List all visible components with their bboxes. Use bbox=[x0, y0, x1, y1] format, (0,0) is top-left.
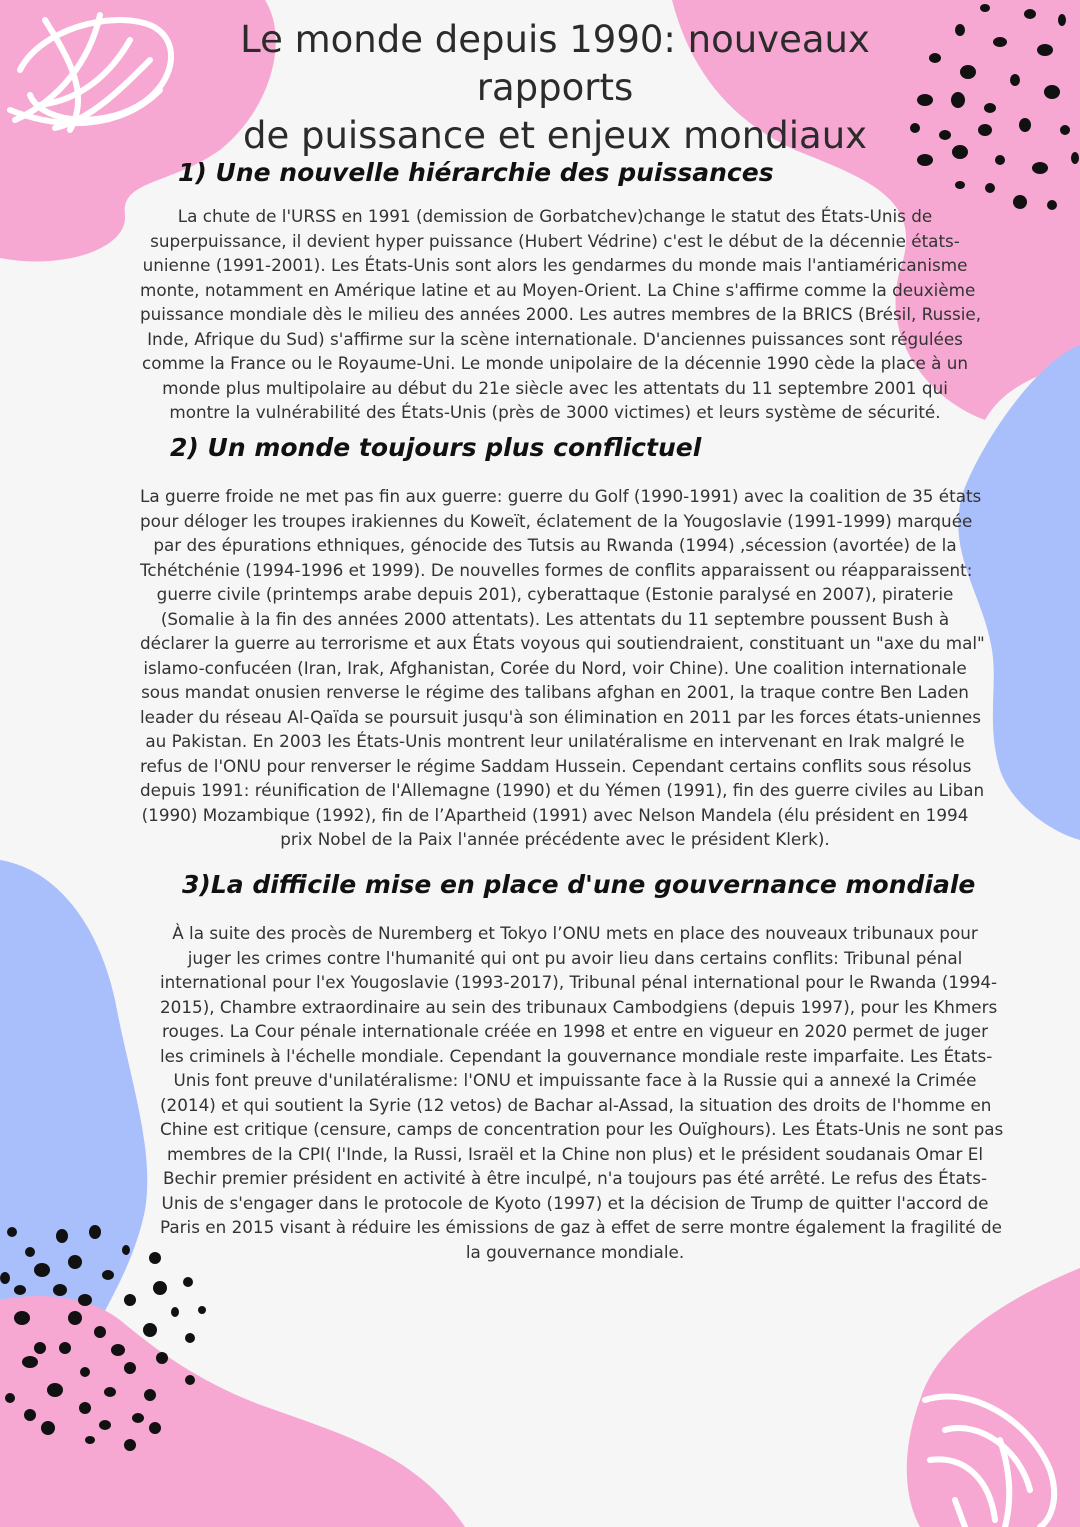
paragraph-line: superpuissance, il devient hyper puissance (Hubert Védrine) c'est le début de la décennie états- bbox=[150, 230, 960, 251]
paragraph-line: islamo-confucéen (Iran, Irak, Afghanistan, Corée du Nord, voir Chine). Une coalition internationale bbox=[143, 657, 967, 678]
paragraph-line: Paris en 2015 visant à réduire les émissions de gaz à effet de serre montre également la fragilité de bbox=[160, 1217, 1002, 1237]
page-title bbox=[190, 16, 920, 160]
paragraph-line: refus de l'ONU pour renverser le régime Saddam Hussein. Cependant certains conflits sous résolus bbox=[140, 755, 972, 776]
paragraph-line: comme la France ou le Royaume-Uni. Le monde unipolaire de la décennie 1990 cède la place à un bbox=[141, 353, 968, 373]
paragraph-line: membres de la CPI( l'Inde, la Russi, Israël et la Chine non plus) et le président soudanais Omar El bbox=[166, 1143, 984, 1164]
paragraph-line: Bechir premier président en activité à être inculpé, n'a toujours pas été arrêté. Le refus des États- bbox=[162, 1168, 988, 1188]
paragraph-line: sous mandat onusien renverse le régime des talibans afghan en 2001, la traque contre Ben Laden bbox=[141, 682, 969, 702]
paragraph-line: (Somalie à la fin des années 2000 attentats). Les attentats du 11 septembre poussent Bush à bbox=[160, 608, 950, 629]
section-2-heading: 2) Un monde toujours plus conflictuel bbox=[170, 433, 702, 462]
paragraph-line: Inde, Afrique du Sud) s'affirme sur la scène internationale. D'anciennes puissances sont régulées bbox=[147, 328, 963, 349]
paragraph-line: la gouvernance mondiale. bbox=[465, 1241, 685, 1262]
paragraph-line: international pour l'ex Yougoslavie (1993-2017), Tribunal pénal international pour le Rwanda (1994- bbox=[160, 972, 998, 992]
paragraph-line: À la suite des procès de Nuremberg et Tokyo l’ONU mets en place des nouveaux tribunaux pour bbox=[172, 923, 978, 943]
paragraph-line: les criminels à l'échelle mondiale. Cependant la gouvernance mondiale reste imparfaite. Les États- bbox=[160, 1045, 993, 1066]
title-line: Le monde depuis 1990: nouveaux rapports bbox=[240, 18, 870, 109]
paragraph-line: Chine est critique (censure, camps de concentration pour les Ouïghours). Les États-Unis ne sont pas bbox=[160, 1119, 1004, 1139]
paragraph-line: par des épurations ethniques, génocide des Tutsis au Rwanda (1994) ,sécession (avortée) de la bbox=[153, 535, 957, 555]
section-3-heading: 3)La difficile mise en place d'une gouvernance mondiale bbox=[182, 870, 976, 899]
title-line: de puissance et enjeux mondiaux bbox=[242, 114, 868, 157]
section-2-paragraph bbox=[140, 484, 985, 852]
paragraph-line: unienne (1991-2001). Les États-Unis sont alors les gendarmes du monde mais l'antiaméricanisme bbox=[142, 255, 968, 275]
paragraph-line: prix Nobel de la Paix l'année précédente avec le président Klerk). bbox=[280, 829, 830, 849]
paragraph-line: monte, notamment en Amérique latine et au Moyen-Orient. La Chine s'affirme comme la deuxième bbox=[140, 279, 976, 300]
paragraph-line: (2014) et qui soutient la Syrie (12 vetos) de Bachar al-Assad, la situation des droits de l'homme en bbox=[160, 1094, 992, 1115]
paragraph-line: depuis 1991: réunification de l'Allemagne (1990) et du Yémen (1991), fin des guerre civiles au Liban bbox=[140, 780, 985, 800]
paragraph-line: juger les crimes contre l'humanité qui ont pu avoir lieu dans certains conflits: Tribunal pénal bbox=[187, 947, 963, 968]
paragraph-line: La chute de l'URSS en 1991 (demission de Gorbatchev)change le statut des États-Unis de bbox=[177, 206, 933, 226]
section-3-paragraph bbox=[160, 921, 1004, 1264]
paragraph-line: montre la vulnérabilité des États-Unis (près de 3000 victimes) et leurs système de sécurité. bbox=[169, 402, 941, 422]
paragraph-line: 2015), Chambre extraordinaire au sein des tribunaux Cambodgiens (depuis 1997), pour les Khmers bbox=[160, 996, 998, 1017]
paragraph-line: La guerre froide ne met pas fin aux guerre: guerre du Golf (1990-1991) avec la coalition de 35 états bbox=[140, 486, 982, 506]
paragraph-line: au Pakistan. En 2003 les États-Unis montrent leur unilatéralisme en intervenant en Irak malgré le bbox=[145, 731, 965, 751]
paragraph-line: guerre civile (printemps arabe depuis 201), cyberattaque (Estonie paralysé en 2007), piraterie bbox=[156, 584, 954, 604]
paragraph-line: Unis de s'engager dans le protocole de Kyoto (1997) et la décision de Trump de quitter l'accord de bbox=[161, 1192, 989, 1213]
paragraph-line: déclarer la guerre au terrorisme et aux États voyous qui soutiendraient, constituant un "axe du mal" bbox=[140, 633, 985, 653]
paragraph-line: puissance mondiale dès le milieu des années 2000. Les autres membres de la BRICS (Brésil, Russie, bbox=[140, 304, 982, 324]
paragraph-line: Unis font preuve d'unilatéralisme: l'ONU et impuissante face à la Russie qui a annexé la Crimée bbox=[173, 1070, 977, 1090]
paragraph-line: rouges. La Cour pénale internationale créée en 1998 et entre en vigueur en 2020 permet de juger bbox=[161, 1021, 989, 1041]
paragraph-line: leader du réseau Al-Qaïda se poursuit jusqu'à son élimination en 2011 par les forces états-uniennes bbox=[140, 706, 981, 727]
paragraph-line: pour déloger les troupes irakiennes du Koweït, éclatement de la Yougoslavie (1991-1999) marquée bbox=[140, 510, 973, 531]
section-1-heading: 1) Une nouvelle hiérarchie des puissances bbox=[178, 158, 774, 187]
paragraph-line: monde plus multipolaire au début du 21e siècle avec les attentats du 11 septembre 2001 qui bbox=[162, 377, 948, 398]
section-1-paragraph bbox=[140, 204, 982, 425]
paragraph-line: Tchétchénie (1994-1996 et 1999). De nouvelles formes de conflits apparaissent ou réapparaissent: bbox=[140, 559, 973, 580]
paragraph-line: (1990) Mozambique (1992), fin de l’Apartheid (1991) avec Nelson Mandela (élu président en 1994 bbox=[141, 804, 969, 825]
